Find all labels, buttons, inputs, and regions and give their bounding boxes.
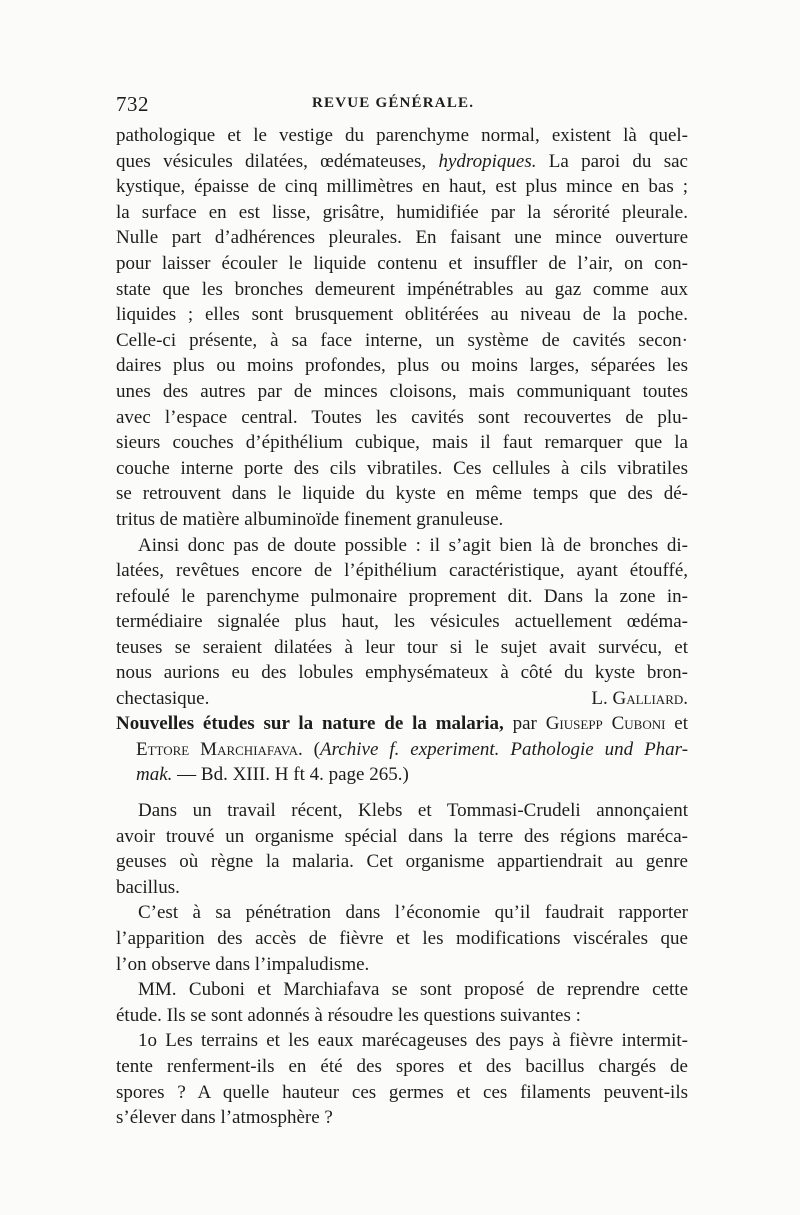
section-malaria-text [116, 798, 688, 1131]
text-segment: ( [302, 738, 321, 760]
author-signature: L. Galliard. [591, 688, 688, 710]
text-line: tritus de matière albuminoïde finement granuleuse. [116, 508, 504, 530]
text-line: s’élever dans l’atmosphère ? [116, 1107, 333, 1129]
author-name: Giusepp Cuboni [545, 713, 666, 734]
text-line: state que les bronches demeurent impénétrables au gaz comme aux [116, 278, 688, 300]
text-line: liquides ; elles sont brusquement oblitérées au niveau de la poche. [116, 304, 688, 326]
page-number: 732 [116, 92, 149, 116]
text-line: Celle-ci présente, à sa face interne, un système de cavités secon· [116, 329, 688, 351]
text-line: Dans un travail récent, Klebs et Tommasi-Crudeli annonçaient [138, 800, 688, 821]
text-line: MM. Cuboni et Marchiafava se sont proposé de reprendre cette [138, 979, 688, 1001]
article-title: Nouvelles études sur la nature de la malaria, [116, 713, 504, 734]
article-title-line [116, 711, 688, 737]
text-line: la surface en est lisse, grisâtre, humidifiée par la sérorité pleurale. [116, 201, 688, 223]
text-line: Ainsi donc pas de doute possible : il s’agit bien là de bronches di- [138, 534, 688, 556]
text-segment: ques vésicules dilatées, œdémateuses, [116, 150, 439, 172]
text-line: chectasique. [116, 688, 210, 710]
italic-term: hydropiques. [438, 150, 537, 172]
running-head [116, 92, 688, 116]
text-line: unes des autres par de minces cloisons, mais communiquant toutes [116, 380, 688, 402]
text-line: l’on observe dans l’impaludisme. [116, 953, 370, 975]
text-line: spores ? A quelle hauteur ces germes et ces filaments peuvent-ils [116, 1081, 688, 1103]
text-line: pathologique et le vestige du parenchyme normal, existent là quel- [116, 125, 688, 146]
section-galliard-text [116, 123, 688, 712]
citation-details: — Bd. XIII. H ft 4. page 265.) [172, 764, 409, 786]
running-title: REVUE GÉNÉRALE. [312, 95, 475, 111]
text-line [116, 149, 688, 175]
text-line: nous aurions eu des lobules emphysémateux à côté du kyste bron- [116, 662, 688, 684]
text-line: pour laisser écouler le liquide contenu et insuffler de l’air, on con- [116, 252, 688, 274]
text-segment: La paroi du sac [536, 150, 688, 172]
text-line: Nulle part d’adhérences pleurales. En faisant une mince ouverture [116, 227, 688, 249]
journal-title: mak. [136, 764, 173, 786]
text-line: geuses où règne la malaria. Cet organisme appartiendrait au genre [116, 851, 688, 873]
signature-line [116, 686, 688, 712]
text-line: kystique, épaisse de cinq millimètres en haut, est plus mince en bas ; [116, 176, 688, 198]
journal-title: Archive f. experiment. Pathologie und Phar- [320, 738, 689, 760]
text-line: étude. Ils se sont adonnés à résoudre les questions suivantes : [116, 1004, 581, 1026]
text-segment: par [503, 713, 546, 734]
text-line: se retrouvent dans le liquide du kyste en même temps que des dé- [116, 483, 688, 505]
text-line: 1o Les terrains et les eaux marécageuses des pays à fièvre intermit- [138, 1030, 688, 1052]
author-name: Ettore Marchiafava. [136, 738, 303, 760]
text-line: daires plus ou moins profondes, plus ou moins larges, séparées les [116, 355, 688, 377]
text-line: couche interne porte des cils vibratiles. Ces cellules à cils vibratiles [116, 457, 688, 479]
text-line: tente renferment-ils en été des spores et des bacillus chargés de [116, 1055, 688, 1077]
text-line: l’apparition des accès de fièvre et les modifications viscérales que [116, 927, 688, 949]
article-heading [116, 711, 688, 788]
article-title-line [116, 737, 688, 763]
text-line: bacillus. [116, 876, 180, 898]
text-segment: et [665, 713, 688, 734]
text-line: refoulé le parenchyme pulmonaire proprement dit. Dans la zone in- [116, 585, 688, 607]
text-line: latées, revêtues encore de l’épithélium caractéristique, ayant étouffé, [116, 560, 688, 582]
text-line: C’est à sa pénétration dans l’économie qu’il faudrait rapporter [138, 902, 688, 924]
text-line: sieurs couches d’épithélium cubique, mais il faut remarquer que la [116, 432, 688, 454]
text-line: teuses se seraient dilatées à leur tour si le sujet avait survécu, et [116, 636, 688, 658]
text-line: avec l’espace central. Toutes les cavités sont recouvertes de plu- [116, 406, 688, 428]
article-title-line [116, 762, 688, 788]
text-line: avoir trouvé un organisme spécial dans la terre des régions maréca- [116, 825, 688, 847]
text-line: termédiaire signalée plus haut, les vésicules actuellement œdéma- [116, 611, 688, 633]
